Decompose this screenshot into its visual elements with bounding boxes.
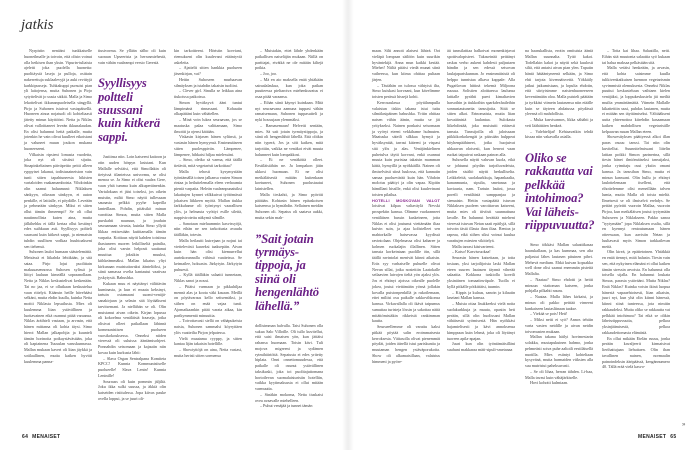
body-paragraph: dollisimman halvalla. Taisi Suhonen olla sukua Salo Villoille. Oli tullo kuvitellut, että saisi ilmaisen yön, kun jättäisi rahansa huomaan. Toisin kävi. Tuli mojova migreeni ja sydämen rytmihäiriöitä. Sepaiusta ei edes yritetty hiplata. Onni onnettomuudessa, että paikalle oli osunut ystävällinen taksikuski, joka toi puolitajuttomana hortoilevan suomalaisturistin hotelliin, vaikka kyytimaksusta ei ollut mitään varmuutta. <box>255 322 323 392</box>
footer-left <box>22 434 60 440</box>
body-paragraph: Malla heilautti kutrejaan ja nojasi tai viettelevästi kaareksi taaksepäin. Aivan kuin hän olisi kiemurrellut aurinkorannalla vähissä vaatteissa. Se keimailee, hoksasin. Järkytyin. Järkytyin puhuesti. <box>174 237 242 272</box>
body-paragraph: maan. Silti annoit alaisesi lähteä. Oot vieläpä lompsan säilöön kuin suurikin hyväntekijä. Anna mun kaikki kestää. Miehet! Niiltä pitäisi viedä munat siinä vaiheessa, kun kiima ohittaa pultaan järjen. <box>372 48 440 82</box>
body-paragraph: – Mä en aio maksella enää yhtäkään sairaalalaskua, kun joka paikan puutteessa pieltaroiva miehenkuvatus ei osaa pitää varaansa. <box>255 76 323 99</box>
body-paragraph: – Ramasemaan! Helvetti sentään, mies. Sä sait jotain tyrmäystippoja, ja siinä oli hengenlähtö lähellä. Että olitkin niin typerä, Jos ja söit kaiken, mitä tarjottiin, vaikka ne venäkot eivät muuta halunneet kuin lompakkosi. <box>255 122 323 157</box>
body-paragraph: – Naataa. Malla lähes kirkaisi, ja minun oli pakko peittää virneeni kankaiseen lautasliinaan taakse. <box>525 294 593 311</box>
body-paragraph: Seurueellemme oli varattu kaksi pitkää pöytää salin eroimmaisesta kerroksesta. Väitasolla olivat pienemmät pöydät, joiden äärellä istui pariskuntia ja muutaman hengen ystäväporukoita. Show oli alkamaisillaan, valaistus himmeni ja pyöre- <box>372 324 440 364</box>
body-paragraph: Kukaan muu ei näyttänyt välittävän kuminasta, ja kun ei muuta keksinyt, tartuin ostamaani suomi-venäjä-sanakirjaan ja selasin sitä löytääkseni tarvitsemani. Ja niellähän se oli. Olin muistanut aivan oikein. Kirjan lopussa oli kokoelma venäläisiä fraaseja, jotka olisivat olleet paikallaan lähinnä kommunistisen puolueen vuosikokouksessa. Onneksi niiden vieressä oli suluissa ääntämisohjeet. Ponnahdin seisomaan ja kajautin niin kovaa kuin kurkusta lähti: <box>98 280 166 355</box>
page-number: 64 <box>22 434 29 440</box>
body-paragraph: – Sanotaan mieluummin kasvissyöjä, niin eihän ne sen tarkoitusta avaudu täälläkin, totesin. <box>174 220 242 237</box>
body-paragraph: Heitin Suhoseen murhaavan silmäyksen ja istahdin takaisin tuoliini. <box>174 76 242 88</box>
body-paragraph: – Muistakin, ettet lähde yhdenkään paikallisen naiseläjän mukaan. Niillä on parittajat, eivätkä ne ole mitään kiltejä poikia. <box>255 48 323 71</box>
body-paragraph: Seurasin hänen katsettaan, ja totta tosiaan, yksi tarjoilijoista laski Mallan eteen suuren lautasen täynnä vihreää salaattia. Kokkona tuskiolla koreili yksinäinen tomaatinviipale. Tuolla ei kyllä pitkälle pötkittäisi, tuumin. <box>447 255 515 289</box>
body-paragraph: Malla tirskahti, ja Simo pyöritti päätään. Kohtasin hänen epäuskoisen katseensa ja hymähdin. Sellainen meidän Suhonen oli. Sepaius oli saatava aukki, mutta sekin mah- <box>255 191 323 220</box>
body-paragraph: – Naataa? Simo ehdotti ja heitti minuun viattoman katseen, jonka pohjalla pilkahti nauru. <box>525 276 593 294</box>
body-paragraph: – Puhut venäjää ja tunnet tämän <box>260 403 313 409</box>
page-number: 65 <box>670 434 677 440</box>
body-paragraph: Malla tarrasi käsivarteeni. <box>452 243 495 249</box>
body-paragraph: En ollut mikään Etelän ruusu, jonka perään kavaljeerit kirmaisivat lierihattujaan liehuttaen. Olin ihan tavallinen nainen, normaalin painoindeksin ääripäässä, kengännumero 40. Tällä erää vielä kasvo- <box>602 335 670 370</box>
body-paragraph: – Muka kasvisannos, likka sähähti ja veti läähättäen henkeä. <box>525 117 593 128</box>
body-paragraph: Vielä muutama ryyppy, ja sitten kantaa lijän takaisin hotellille. <box>174 335 242 347</box>
body-paragraph: – Valehtelijat! Kehtaavatkin tehdä kissaa niin vakavalla asialla. <box>525 128 593 140</box>
body-paragraph: Hovi kohotti kulmiaan. <box>530 380 569 386</box>
body-paragraph: – Pitäisi varmaan jo pikkuhiljaa mennä alas ja koota väki kasaan. Meillä on pöytävaraus kello seitsemäksi, ja siihen on enää vajaa tunti. Ajomatkaankin pitää varata aikaa, kin parikymmentä minuuttia. <box>174 283 242 318</box>
body-paragraph: Kerrosaulassa pöytälampulla valaistun tiskin takana istui tuttu silmälasipäinen babushka. Yritin ohittaa naisen vähin äänin, mutta se jäi yritykseksi. Nainen ponkaisi seisomaan ja vyöryi eteeni vekkihame hulmuten. Maatuska säteili silkkaa hymyä ja hyväksyntää, tarrasi käteeni ja vispasi sitä ylös ja alas. Venäjänkielinen puhetulva täytti korvani, enkä osannut muuta kuin puristaa takaisin mamman kättä, hymyillä ja nyökkäillä. Nainen oli ilmiselvästi siinä luulossa, että kannatin samaa puoluevärää kuin hän. Vihdoin molotus päättyi ja olin vapaa. Kipitin hämillani hissille, enkä olisi kuulevinani toisten pilailua. <box>372 99 440 197</box>
body-paragraph: – Miksi neiti ei syö? Annos tehtiin varta vasten neidille ja aivan neidin toivomusten mukaan. <box>525 317 593 334</box>
pull-quote: Oliko se rakkautta vai pelkkää intohimoa? Vai läheis-riippuvuutta? <box>525 151 595 233</box>
body-paragraph: Olin kireä, ja epätietoinen. Yhtäkkiä en enää tiennyt, mitä halusin. Tiesin vain sen, että nykyinen elämäni ei ollut kaiken tämän stressin arvoista. En halunnut olla toisella sijalla. En halunnut loukata Simoa, parasta ystävääni. Mutta Niklas? Entä Niklas? Kuinka voisin ikinä luopua hänestä vapaaehtoisesti, liian aikaisin, juuri nyt, kun yhä olin kiinni hänessä, kiinni siinä tunteessa, jota nimitin rakkaudeksi. Mutta oliko se rakkautta vai pelkkää intohimoa? Tai eikä se olikin läheisriippuvuutta, pelkoa yksinjäämisestä, pelkoa rakkaudettomasta elämästä. <box>602 249 670 335</box>
body-paragraph: – Slava Organ Sentralpana Komiteta KPCC! Kunnia Kommunistiselle puolueelle! Slava Lenin! Kunnia Leninille! <box>98 355 166 378</box>
magazine-name: MENAISET <box>638 434 667 440</box>
body-paragraph: Nyrpistin nenääni tunkkaiselle huoneilmalle ja toivoin, että olisin voinut olla hetkisen ihan yksin. Vipurin-tuliaisia ajeletti joka puolella huonetta: puolitäysiä laseja ja pulloja, osittain nakerrettuja suklaalevyjä ja auki revittyjä karkkipusseja. Tuhkakuppi pursuisi pian yli laitojensa, mutta Suhonen ja Pirjo sytyttelivät jo uusia sätkiä. Malla ja Simo lekottelivat ikkunanpuoleisella sängyllä. Pirjo ja Suhonen istuivat vastapäisellä. Huoneen ainoa nojatuoli oli kohteliaasti jätetty minun käyttööni. Netta ja Niklas olivat valloittaneet leveän ikkunalaudan. En olisi halunnut heitä paikalle, mutta jotenkin he vain olivat kuulleet etkoistani ja valuneet muun joukon mukana huoneeseeni. <box>24 48 92 151</box>
body-paragraph: na haarukallista, erotin omituisia ääniä Mallan suunnalta. Tyttö kakoi. Todellakin kakoi ja näytti sekä kuulosti siltä, että antaisi aivan pian ylen. Taputin häntä hätääntyneenä selkään, ja Simo ehti tarjota kivennäisvettä. Yökkäily jatkui jatkumistaan, ja lopulta ehdotin, että siirtyisimme naistenhuoneeseen keventämään oloa. Malla puisteli päätään ja tyrkkäsi viimein lautasensa niin etäälle kuin se täyteen ahdatussa pöydässä yleensä oli mahdollista. <box>525 48 593 117</box>
right-page <box>348 0 696 450</box>
body-paragraph: – Toivottavasti siellä on vähäpukeisia naisia, Suhonen sammalsi köyryttäen ylös vaatteilta Pirjon jelpatessa. <box>174 318 242 335</box>
text-column-8 <box>602 48 670 370</box>
body-paragraph: – Totta kai lihaa. Salaatilla, neiti. Eihän sitä muutonta salaattia syö kukaan tai halua maksaa pelkästään sitä. <box>602 48 670 65</box>
body-paragraph: – Kippis ja kulaus, sanoin ja kilautin laseiani Mallan kanssa. <box>447 289 515 301</box>
body-paragraph: Vilkaisin ripsieni lomasta vuodetta, joka nyt oli siististi sijattu. Sinapinkeltainen päiväpeitto peitti alleen ryppyiset lakanat, todistusaineiston vain tunti sitten tapahtuneesta hikisten vartaloiden vaakamamboista. Vihdoinkin olin saanut haluamani: Niklaksen sänkyyn, oikeaan sänkyyn, ei auton penkille, ei lattialle, ei pöydälle. Leveään ja pehmeään sänkyyn. Miksi ei sitten ollut tämän ihmeempi? Se oli ollut nautinnollista kuten aina, mutta jälkihehku ei tällä kertaa ollut kestänyt edes suihkuun asti. Syyllisyys poltteli suussani kuin kitkerä sappi, ja niemaisin tuhdin suullisen vodkaa huuhtoakseni sen tiehensä. <box>24 151 92 249</box>
body-paragraph: – Clever girl. Sinulla se leikkaa aina tiukoissa paikoissa. <box>174 88 242 99</box>
text-column-5 <box>372 48 440 364</box>
body-paragraph: – Ajattelit sitten hankkia puolueen jäsenkirjan, vai? <box>174 65 242 76</box>
text-column-6 <box>447 48 515 353</box>
text-column-4 <box>255 48 323 409</box>
body-paragraph: Mallan takana häilyi hovimestarin solakka, mustapukuinen hahmo, jonka pehmeästi soiva puhe aaltoili eestiläisellä nuotilla. Mies esiintyi kohteliaan kysyvänä, mutta harmaiden viiksien alla suu mutristui paheksuvasti. <box>525 334 593 369</box>
pull-quote: Syyllisyys poltteli suussani kuin kitkerä sappi. <box>98 76 161 144</box>
body-paragraph: Showesityksen päättyessä alkoi illan paras osuus: tanssi. Tai niin olin kuvitellut. Suunnitelmissani liitelin lattian poikki Simon partnerina, sillä tiesin hänet ilmiömäiseksi tanssijaksi, jonka rytmitaju osui yksiin omani kanssa. Ja tanssihan Simo, mutta ei minun kanssani. Olin hullu jo ehtinyt laulottelemaan itselleni, että rihottelemme olisi meneillään talven lumia, mutta Malla oli toista mieltä. Ilmeisesti se oli ilmiselvä erehdys. Se pettäri pyöritti vuoroin Mallaa, vuoroin Pirjoa, kun meikäläisen joutui tyytymään Suhoseen ja Niklakseen. Pakko sanoa ”tyytymään” jopa Niklaksen osalta, sillä en kyennyt rentoutumaan hänen otteessaan, kun aavistin Netan ja luultavasti myös Simon tarkkailevan meitä. <box>602 134 670 249</box>
body-paragraph: Malla vetäisi henkeään, ja arvasin, että kohta saisimme kuulla tulikivenkatkuisen luennon vegetarismin syvimmistä olemuksesta. Onneksi Niklas puuttui keskusteluun vaihtaen kielen venäjäksi, ja loppukeskustelu jäi meiltä muilta ymmärtämättä. Viimein Mallalle kikattettiin uusi, puhdas lautanen, mutta ei mitään sen täyttämiseksi. Välttääkseni uutta yhteenottoa kiirehdin kasaamaan kaiken mahdollisen vegetaristille kelpaavan ruuan Mallan eteen. <box>602 65 670 134</box>
body-paragraph: Viskasin kirjasen hänen syliinsä, ja vastasin hänen hymyynsä. Ensimmäiseen sitten puolesppivän. Lämpenee, lämpenee, hihkaisi hiljaa mielessäni. <box>174 134 242 157</box>
paragraph-text: loistivat kilpaa valtaväylä Nevski prospektin kanssa. Olimme vuokranneet venäläisen bussin kuskeineen, jotta Niklas ei olisi joutunut viettämään iltaa kuivin suin, ja ajaa kolistelleet sen mahtorkalle haisevassa kyydissä ravintolaan. Ohjelmassa olisi kabaree ja kolmen ruokalajin illallinen. Sitten tanssia korkeintaan puolille öin, sillä täällä ravintolat menivät kiinni aikaisin. Eräs syy varhaiselle puhuelle olivat Nevan sillat, jotka nostettiin Laatokalle seilaavien laivojen tieltä yön ajaksi ylös. Jos ei ehtinyt ajoissa oikealle puolelle jokea, joutui viettämään yönsä jollakin kovalla puistonpenkillä ja rukoilemaan, ettei miliisi osu paikalle sakkovihkonsa kanssa. Virkavallalla oli ikävä taipumus sumuttaa turisteja lössin ja sakottaa näitä mitättömistäkin rikkeistä rankimman kautta. <box>372 203 440 324</box>
footer-right <box>638 434 680 440</box>
section-label: jatkis <box>21 17 54 33</box>
body-paragraph: – Kyllä täälläkin salaatti tunnetaan, Niklas sanoi ja nousi. <box>174 272 242 283</box>
body-paragraph: – Minä voin lukea seuraavan, jos se maatuska palaa valittamaan, Simo ilmoitti ja ojensi kättään. <box>174 117 242 134</box>
body-paragraph: Suhonen lauloi humaan säästelemättä. Metsässä ei liikahda lehtikään, ja sitä sataa. Pirjo lojui puolittain makuuasennossa Suhosen sylissä ja liittyi lauluun kimeällä sopraanollaan. Netta ja Niklas keskustelivat keskenään. Tai no jaa, ei se ollutkaan keskustelua vaan riitelyä. Käänsin heille hävehääsi selkäni, mutta ehdin kuulla, kuinka Netta moitti Niklasta lepsuilusta. Mies oli kuulemma liian ystävällinen ja luottavainen eikä osannut pitää varaansa. Niklas äräihteli vastaan, ja arvasin, että hänen mittansa oli kohta täysi. Simo hieroi Mallan jalkapohjia ja kuunteli tämän horinoita poikaystävästään, joka oli kapiainena Tuusulan varuskunnassa. Mallan mukaan kaveri oli liian jäykkä ja sotilaallinen, mutta kaiken hyvitti kuulemma panna- <box>24 249 92 364</box>
magazine-name: MENAISET <box>32 434 61 440</box>
body-paragraph: Juuri kun olin työntämäisilläni suuhuni makkaraa mäti-sipuli-smetanaa <box>447 341 515 352</box>
body-paragraph: – Muista ottaa lisukkeeksi vielä noita suolakurkkuja ja muuta, opastin heti perään, sillä olin huolissani Mallan vähäisestä syömisestä. Hän nyökkäsi hajamielisesti ja kävi annoksensa kimppuun kuin lehmä, joka oli löytänyt tuoreen apila-apajan. <box>447 301 515 341</box>
body-paragraph: – Viekää se pois! Heti! <box>530 311 568 317</box>
text-column-3 <box>174 48 242 359</box>
body-paragraph: ää tanssilattiaa halkoivat monenkirjavat spottivalopisteet. Takaseinää peittänyt raskas verho aukeni kahdesti paljastaen bändin ja sen edessä seisovan laulajapariskunnan. Jo ensimmäisistä oli helppo tunnistaa alkava kappale: Alla Pugatšovan hittinä tekemä Miljoona ruusua. Solistien aloittaessa laulunsa lattialle pyrähti parvi kimaltavien harsoihin ja tiukkoihin sparkdexhaileihin sonnustautuneita tanssijoita. Siitä se sitten alkoi. Erinomaista, mutta liian kovaäänistä laulantaa. Sulokasta liikehdintää, joka muistutti etäisesti tanssia. Tanssijoilla oli jaloissaan piikkikorkokengät ja päissään hulppeat höyhenpäähineet, jotka huojuivat uhkaavan oloisesti, kun heneot vaan ruokat taipuivat raskaan painon alla. <box>447 48 515 157</box>
pull-quote: ”Sait jotain tyrmäys-tippoja, ja siinä oli hengenlähtö lähellä.” <box>255 231 319 313</box>
body-paragraph: Malla tehosti kysymystään työntämällä toisen jalkansa vasten Simon rintaa ja heiluttelemalla eleen verhoamia pieniä varpaita. Heleän vaaleanpunaisiksi lakattujen kynnet välkkuivat työtömässä jokaisen liikkeen myötä. Mallan tiukka farkkuhame oli työntynyt vaarallisen ylös, ja helmasta vyöttyi esille sileitä, nappivirotettu näkymä silmille. <box>174 168 242 220</box>
continue-arrow-icon: » <box>682 422 686 428</box>
section-lead-in: HOTELLI MOSKOVAN VALOT <box>372 197 440 203</box>
body-paragraph: – Katso! Kasvisruokaa! <box>452 249 491 255</box>
body-paragraph: Sourauss oli kuin pommin jäljiltä. Joku ikka sulki suussa, ja äkkiä olin katseiden ristitulessa. Jopa kiivas pauke ovella loppui, ja se juuri oli- <box>98 378 166 401</box>
body-paragraph: – Ei ne venäköitä olleet. Eestiläisiähän ne. Ja lompakon jätin ukkosi huomaan. Ei ne olisi meikäläisestä mitään kuitenkaan koetuneet, Suhonen puolustautui lainistellen. <box>255 157 323 191</box>
body-paragraph: Justiinsa niin. Loin katseeni kattoon ja otin uuden hörpyn lasistani. Kun Mallalle selviäisi, että Simollakin oli tietyissä tilanteissa univormu, se olisi menoa se. Ja Simo ei olisi vaalea Gere, vaan yhtä tumma kuin alkuperäinenkin. Vartalokaan ei jäisi toiseksi, jos oikein muistin, miltä Simo näytti tullessaan saunasta pelkkä pyyhe kapeilla lanteillaan. Pohdin, pitäisikö minun varoittaa Simoa, mutta sitten Malla purskahti nauruun, ja jouduin seuraamaan sivusta, kuinka Simo yllytti likkaa entisestään kutittamalla tämän varpaita. Koittaus näytti kahden toisiinsa ihastuneen nuoren leikilliseltä painilta, joka olisi varsin helposti saattanut muuttua joksikin muuksi, kiihkeämmäksi. Mallan kikatus yltyi kirkunaan muistuttavaksi äänteliöksi, ja siinä samassa ovelta kantautui vaativaa jyskytystä. Babushka. <box>98 154 166 281</box>
text-column-2 <box>98 48 166 402</box>
body-paragraph: – Se oli lihaa, herran tähden. Li-haa, Malla tavasi kuin vähäjärkiselle. <box>525 368 593 380</box>
body-paragraph: – Eihän siinä käynyt kuinkaan. Mitä nyt seuraavana aamuna tuppasi vähän ramaisemaan, Suhonen tuppasutteli ja nyki housujaan ylemmäksi. <box>255 99 323 122</box>
body-paragraph: – Joo, joo. <box>260 71 278 76</box>
text-column-1 <box>24 48 92 364</box>
body-paragraph: kin tarkoitteeni. Höristin korviani, riemukseni olin kuulevani etääntyviä askeleita. <box>174 48 242 65</box>
text-column-7 <box>525 48 593 386</box>
body-paragraph: – Simo, oletko sä varma, että täällä tietävät, mitä vegetaristi tarkoittaa? <box>174 157 242 168</box>
body-paragraph: – Showtyttöjä on aina, Netta vastasi, mutta heristi sitten sormensa <box>174 347 242 358</box>
body-paragraph: Simo tökkäsi Mallan salaattikasaa haarukallaan, ja kas kummaa, sen alta paljastui lähes lautasen pituinen pihvi. Mehevä medium. Ehkä kuivan kopsakka well done olisi saanut enemmän pisteitä Mallalta. <box>525 242 593 277</box>
body-paragraph: – Sinäkin mokoma, Netta tiuskaisi ovea avaavalle miehelleen. <box>255 391 323 403</box>
body-paragraph: Suhosella näytti valuvan kuola, eikä se johtunut pöydän tarjoiluvadeista, joiden sisältö näytti herkulliselta. Leikkeleitä, suolakurkkuja, hapankaalia, kananmunia, sipulia, smetanaa ja kaviaaria, nam. Tartuin lasiini, jossa poreili venäläistä samppanjaa ja siemaisin. Heitin vastapäätä istuvan Niklaksen puoleen varoittavan katseeni, mutta mies oli tiiviisti suunnattuna lavalle. En halunnut herättää mieheni vieressä istuvan Netan saati epäilyjä, sillä toivoin tästä illasta ihan iltaa. Rentoa ja rapeaa, eikä siihen siksi voinut kuulua varattujen miesten vikittelyä. <box>447 157 516 243</box>
body-paragraph: tiusivorma. Se yllään sälbo oli kuin suoraan Upseerista ja herrasmiehestä, vain vähän vaaleampi versio Gerestä. <box>98 48 166 65</box>
body-paragraph: Simon hyväksyvä ääni tuntui lämpimänä rinnassani. Kohautin olkapäitäni kuin vähätellen. <box>174 99 242 117</box>
body-paragraph <box>372 198 440 325</box>
body-paragraph: – Tästähän on tulossa vähtyisä ilta, Simo kuiskasi korvaani, kun kävelimme toisten perässä hissejä kohti. <box>372 82 440 99</box>
